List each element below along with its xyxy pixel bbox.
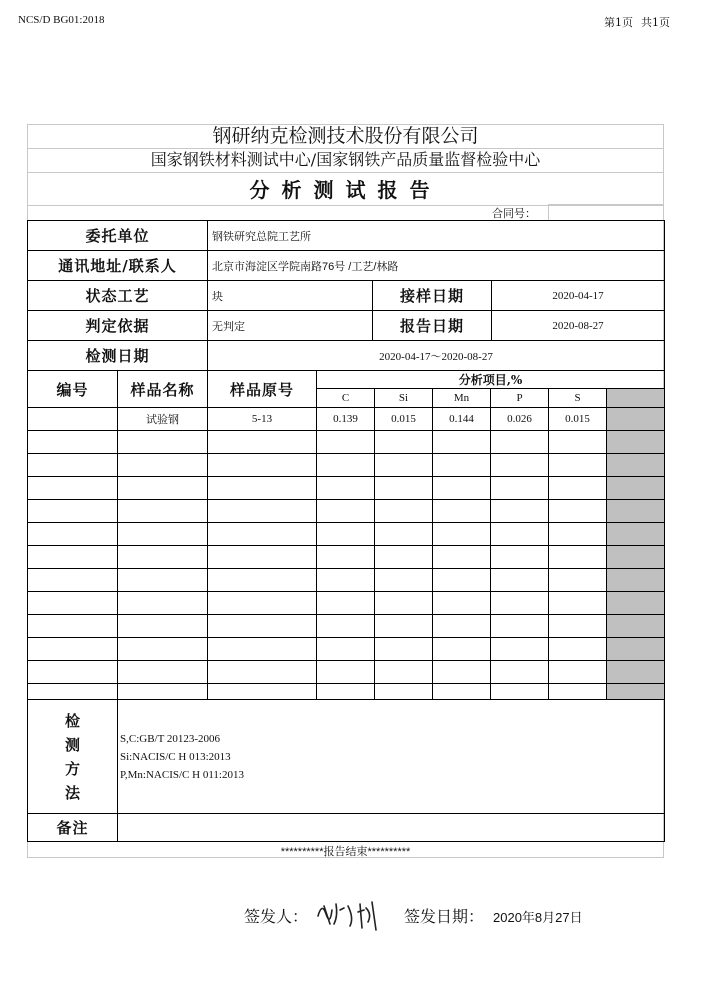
table-cell-empty bbox=[374, 660, 433, 684]
table-cell-empty bbox=[490, 591, 549, 615]
analysis-items-header: 分析项目,% bbox=[316, 370, 665, 389]
page-total: 共1页 bbox=[641, 16, 670, 29]
table-cell-empty bbox=[316, 637, 375, 661]
table-cell-empty bbox=[27, 637, 118, 661]
table-cell-empty bbox=[117, 660, 208, 684]
contract-value-box bbox=[548, 204, 664, 221]
table-cell-empty bbox=[207, 614, 317, 638]
table-cell-empty bbox=[548, 683, 607, 700]
table-cell-empty bbox=[27, 614, 118, 638]
table-cell-empty bbox=[490, 522, 549, 546]
table-cell-empty bbox=[27, 430, 118, 454]
page-indicator bbox=[604, 14, 678, 30]
table-cell-empty bbox=[490, 453, 549, 477]
table-cell-empty bbox=[432, 568, 491, 592]
table-cell-empty bbox=[374, 591, 433, 615]
table-cell-empty bbox=[316, 614, 375, 638]
test-method-line: S,C:GB/T 20123-2006 bbox=[120, 732, 221, 745]
table-cell-empty bbox=[316, 453, 375, 477]
table-cell-empty bbox=[548, 545, 607, 569]
table-cell-empty bbox=[207, 453, 317, 477]
table-cell-empty bbox=[374, 637, 433, 661]
client-label: 委托单位 bbox=[27, 220, 208, 251]
center-name: 国家钢铁材料测试中心/国家钢铁产品质量监督检验中心 bbox=[150, 150, 541, 169]
company-name: 钢研纳克检测技术股份有限公司 bbox=[212, 125, 479, 147]
address-value: 北京市海淀区学院南路76号 /工艺/林路 bbox=[207, 250, 665, 281]
test-method-char: 检 bbox=[64, 711, 80, 730]
table-cell-empty bbox=[316, 545, 375, 569]
table-cell-empty bbox=[27, 476, 118, 500]
element-header-si: Si bbox=[374, 388, 433, 408]
table-cell: 0.015 bbox=[374, 407, 433, 431]
table-cell-empty bbox=[432, 614, 491, 638]
table-cell-empty bbox=[374, 683, 433, 700]
table-cell-empty bbox=[548, 476, 607, 500]
table-cell-empty bbox=[27, 499, 118, 523]
element-header-blank bbox=[606, 388, 665, 408]
test-method-char: 法 bbox=[64, 783, 80, 802]
table-cell-empty bbox=[606, 522, 665, 546]
table-cell-empty bbox=[117, 453, 208, 477]
table-cell-empty bbox=[490, 430, 549, 454]
table-cell-empty bbox=[606, 545, 665, 569]
signer-label: 签发人： bbox=[244, 907, 309, 926]
table-cell-empty bbox=[374, 430, 433, 454]
table-cell-empty bbox=[432, 430, 491, 454]
table-cell-empty bbox=[606, 614, 665, 638]
table-cell-empty bbox=[548, 453, 607, 477]
table-cell-empty bbox=[207, 476, 317, 500]
state-value: 块 bbox=[207, 280, 373, 311]
col-header-sample-original: 样品原号 bbox=[207, 370, 317, 408]
contract-label: 合同号： bbox=[492, 208, 536, 220]
table-cell: 试验钢 bbox=[117, 407, 208, 431]
table-cell-empty bbox=[374, 453, 433, 477]
table-cell-empty bbox=[606, 591, 665, 615]
table-cell-empty bbox=[207, 522, 317, 546]
table-cell-empty bbox=[548, 660, 607, 684]
table-cell-empty bbox=[207, 499, 317, 523]
receive-date-value: 2020-04-17 bbox=[491, 280, 665, 311]
table-cell-empty bbox=[606, 660, 665, 684]
table-cell-empty bbox=[316, 591, 375, 615]
table-cell-empty bbox=[207, 545, 317, 569]
report-date-label: 报告日期 bbox=[372, 310, 492, 341]
table-cell bbox=[606, 407, 665, 431]
table-cell-empty bbox=[432, 591, 491, 615]
table-cell-empty bbox=[27, 453, 118, 477]
table-cell-empty bbox=[490, 476, 549, 500]
table-cell-empty bbox=[374, 568, 433, 592]
element-header-mn: Mn bbox=[432, 388, 491, 408]
table-cell-empty bbox=[606, 637, 665, 661]
document-code: NCS/D BG01:2018 bbox=[18, 14, 105, 26]
table-cell-empty bbox=[490, 637, 549, 661]
table-cell-empty bbox=[316, 660, 375, 684]
table-cell-empty bbox=[207, 568, 317, 592]
table-cell-empty bbox=[117, 683, 208, 700]
remark-label: 备注 bbox=[27, 813, 118, 842]
test-method-line: P,Mn:NACIS/C H 011:2013 bbox=[120, 768, 244, 781]
table-cell-empty bbox=[548, 591, 607, 615]
table-cell-empty bbox=[548, 499, 607, 523]
report-date-value: 2020-08-27 bbox=[491, 310, 665, 341]
table-cell-empty bbox=[432, 522, 491, 546]
table-cell-empty bbox=[606, 430, 665, 454]
test-date-value: 2020-04-17～2020-08-27 bbox=[207, 340, 665, 371]
receive-date-label: 接样日期 bbox=[372, 280, 492, 311]
issue-date-value: 2020年8月27日 bbox=[493, 910, 583, 925]
table-cell-empty bbox=[117, 545, 208, 569]
element-header-c: C bbox=[316, 388, 375, 408]
table-cell-empty bbox=[27, 568, 118, 592]
report-end-marker: **********报告结束********** bbox=[280, 846, 411, 858]
table-cell-empty bbox=[27, 545, 118, 569]
test-date-label: 检测日期 bbox=[27, 340, 208, 371]
table-cell-empty bbox=[490, 683, 549, 700]
table-cell-empty bbox=[432, 499, 491, 523]
test-method-char: 方 bbox=[64, 759, 80, 778]
table-cell: 0.139 bbox=[316, 407, 375, 431]
table-cell: 0.015 bbox=[548, 407, 607, 431]
table-cell-empty bbox=[490, 660, 549, 684]
table-cell-empty bbox=[606, 476, 665, 500]
table-cell-empty bbox=[606, 568, 665, 592]
table-cell-empty bbox=[432, 637, 491, 661]
table-cell-empty bbox=[207, 591, 317, 615]
table-cell-empty bbox=[117, 499, 208, 523]
test-method-content bbox=[117, 699, 665, 814]
table-cell-empty bbox=[117, 614, 208, 638]
table-cell-empty bbox=[117, 476, 208, 500]
table-cell-empty bbox=[117, 430, 208, 454]
table-cell-empty bbox=[207, 683, 317, 700]
table-cell-empty bbox=[606, 499, 665, 523]
table-cell-empty bbox=[117, 568, 208, 592]
table-cell-empty bbox=[316, 683, 375, 700]
table-cell-empty bbox=[432, 476, 491, 500]
table-cell-empty bbox=[316, 499, 375, 523]
table-cell-empty bbox=[117, 522, 208, 546]
signature-image bbox=[314, 896, 386, 932]
issue-date-label: 签发日期： bbox=[404, 907, 485, 926]
table-cell-empty bbox=[606, 453, 665, 477]
col-header-number: 编号 bbox=[27, 370, 118, 408]
table-cell-empty bbox=[374, 614, 433, 638]
basis-value: 无判定 bbox=[207, 310, 373, 341]
table-cell-empty bbox=[490, 614, 549, 638]
report-title: 分析测试报告 bbox=[249, 178, 442, 202]
basis-label: 判定依据 bbox=[27, 310, 208, 341]
table-cell-empty bbox=[432, 545, 491, 569]
table-cell-empty bbox=[316, 476, 375, 500]
table-cell-empty bbox=[316, 430, 375, 454]
table-cell-empty bbox=[374, 522, 433, 546]
table-cell bbox=[27, 407, 118, 431]
table-cell-empty bbox=[117, 637, 208, 661]
table-cell-empty bbox=[27, 683, 118, 700]
table-cell: 5-13 bbox=[207, 407, 317, 431]
table-cell-empty bbox=[207, 430, 317, 454]
address-label: 通讯地址/联系人 bbox=[27, 250, 208, 281]
col-header-sample-name: 样品名称 bbox=[117, 370, 208, 408]
table-cell: 0.026 bbox=[490, 407, 549, 431]
table-cell-empty bbox=[27, 591, 118, 615]
test-method-label bbox=[27, 699, 118, 814]
table-cell-empty bbox=[27, 522, 118, 546]
table-cell-empty bbox=[432, 683, 491, 700]
table-cell-empty bbox=[374, 476, 433, 500]
table-cell-empty bbox=[548, 568, 607, 592]
table-cell-empty bbox=[374, 545, 433, 569]
element-header-p: P bbox=[490, 388, 549, 408]
table-cell-empty bbox=[374, 499, 433, 523]
state-label: 状态工艺 bbox=[27, 280, 208, 311]
element-header-s: S bbox=[548, 388, 607, 408]
table-cell-empty bbox=[117, 591, 208, 615]
table-cell-empty bbox=[207, 660, 317, 684]
table-cell-empty bbox=[606, 683, 665, 700]
table-cell-empty bbox=[490, 499, 549, 523]
table-cell-empty bbox=[316, 522, 375, 546]
table-cell-empty bbox=[548, 430, 607, 454]
table-cell: 0.144 bbox=[432, 407, 491, 431]
table-cell-empty bbox=[548, 637, 607, 661]
table-cell-empty bbox=[432, 660, 491, 684]
page-number: 第1页 bbox=[604, 16, 633, 29]
client-value: 钢铁研究总院工艺所 bbox=[207, 220, 665, 251]
table-cell-empty bbox=[432, 453, 491, 477]
table-cell-empty bbox=[490, 568, 549, 592]
table-cell-empty bbox=[27, 660, 118, 684]
test-method-char: 测 bbox=[64, 735, 80, 754]
remark-value bbox=[117, 813, 665, 842]
table-cell-empty bbox=[548, 522, 607, 546]
table-cell-empty bbox=[548, 614, 607, 638]
table-cell-empty bbox=[207, 637, 317, 661]
table-cell-empty bbox=[316, 568, 375, 592]
test-method-line: Si:NACIS/C H 013:2013 bbox=[120, 750, 231, 763]
table-cell-empty bbox=[490, 545, 549, 569]
